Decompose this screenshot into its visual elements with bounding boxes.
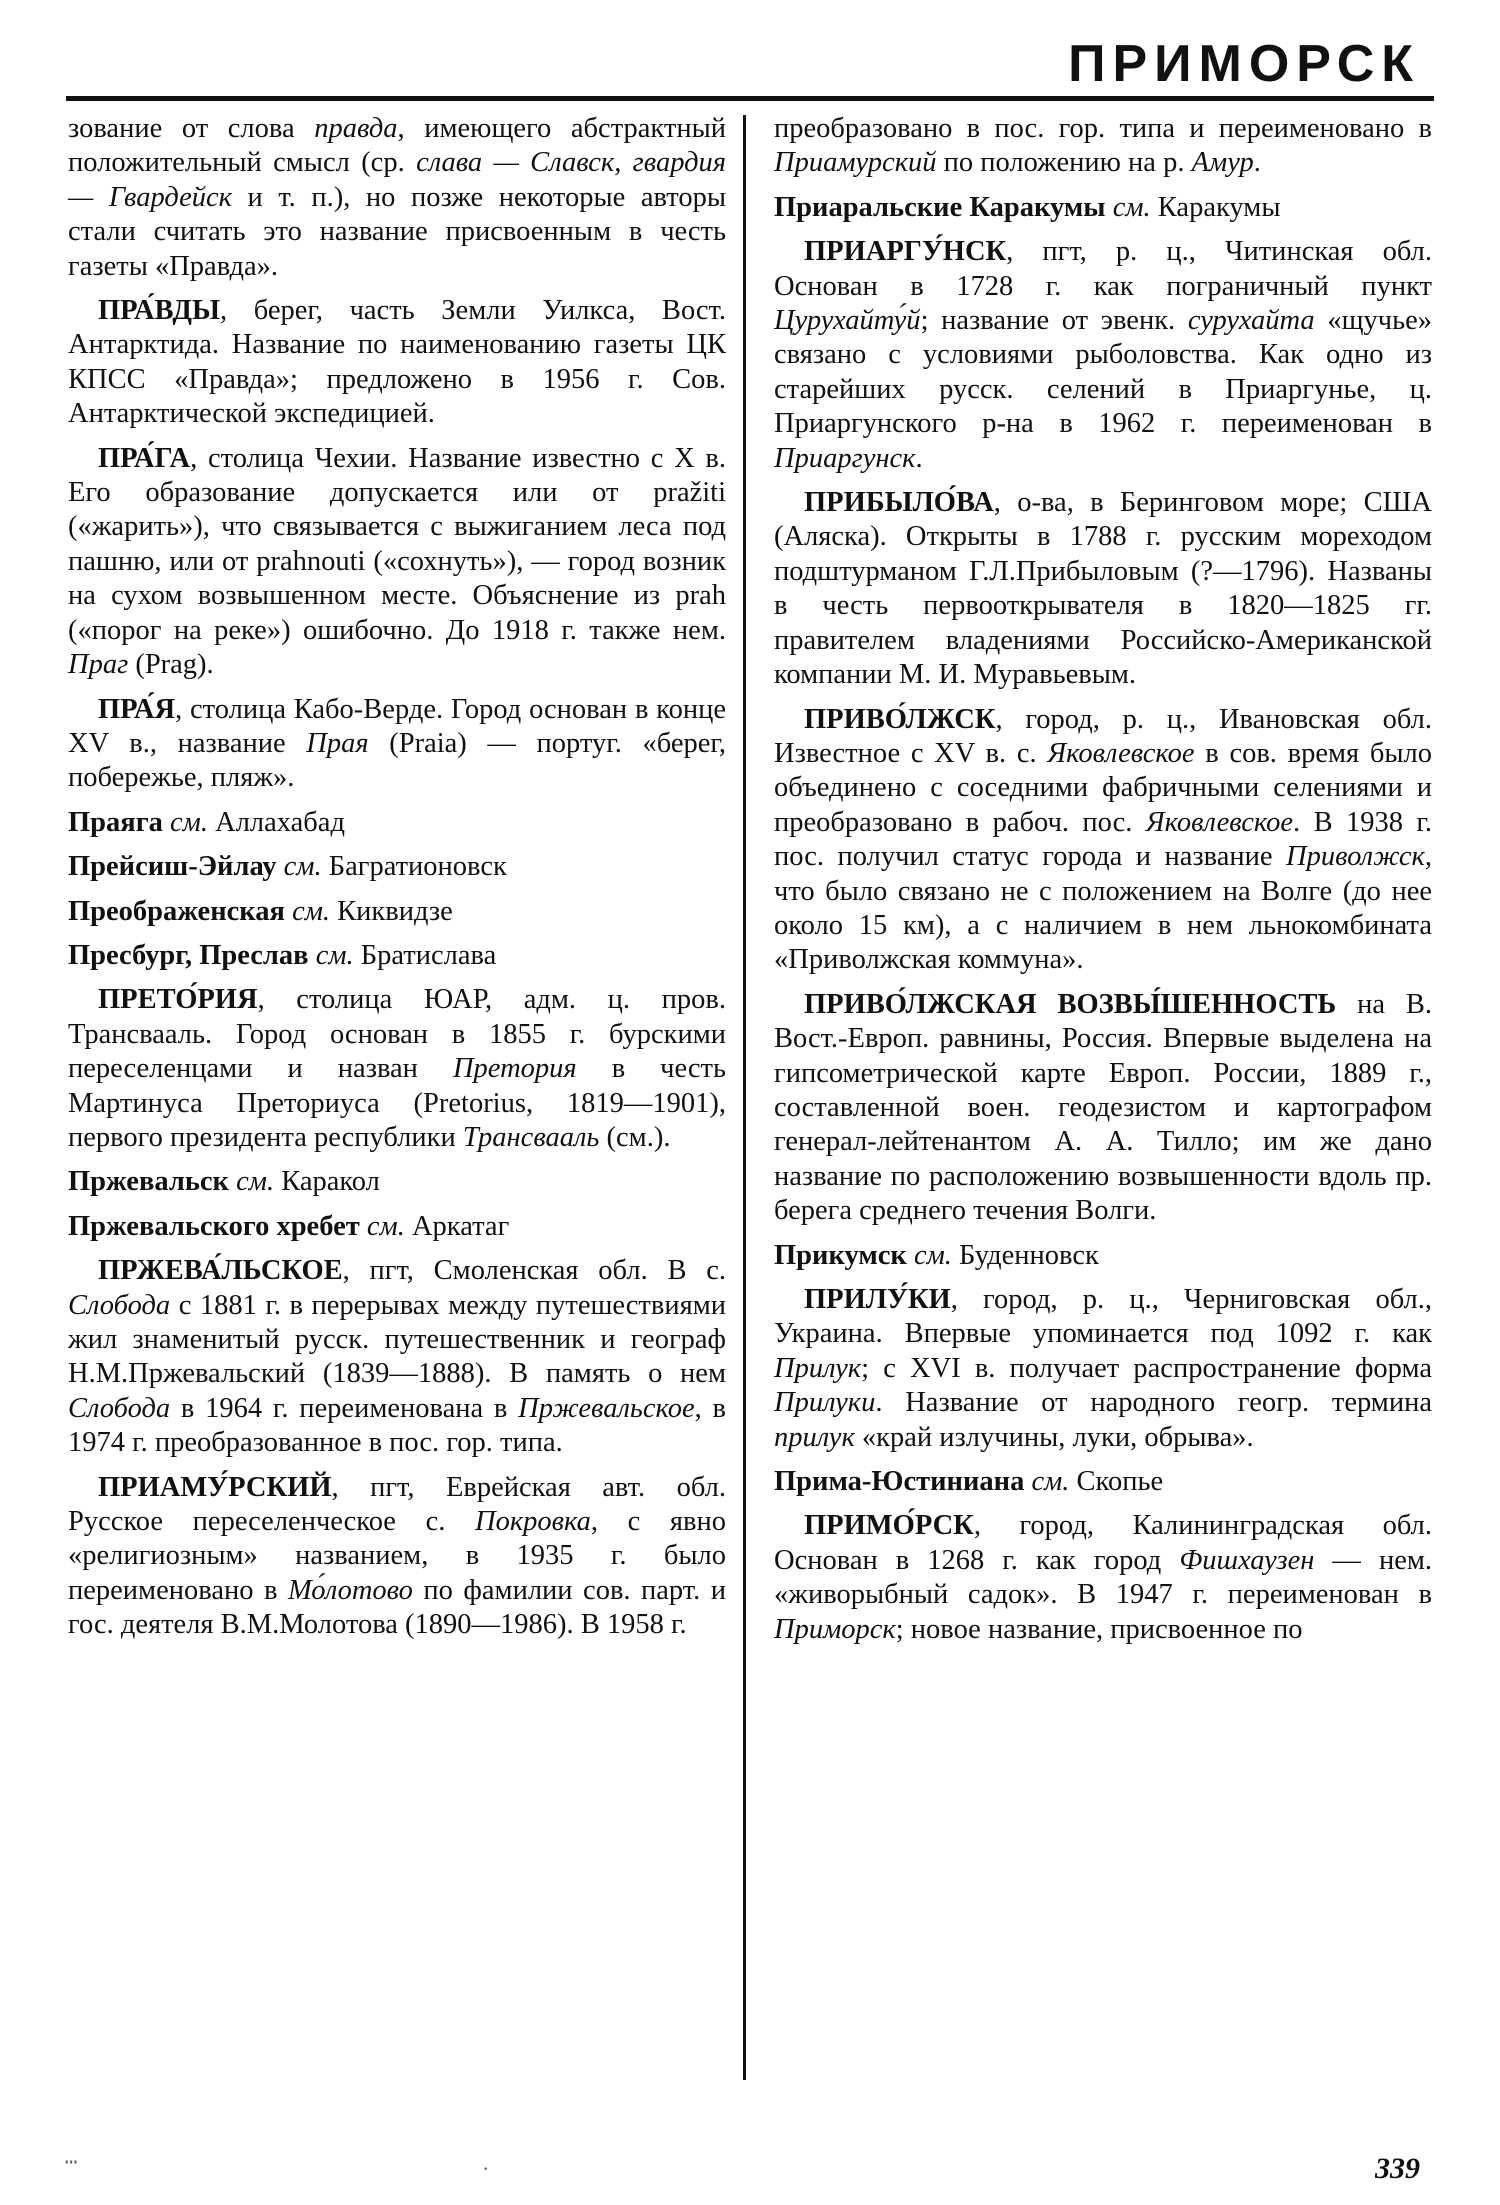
entry-text: (Praia) — португ. «берег, побережье, пляж». [68, 727, 726, 794]
crossref-see: см. [315, 939, 354, 971]
entry-italic: Приаргунск [774, 442, 916, 474]
right-column [774, 112, 1432, 1657]
entry-italic: Слобода [68, 1289, 171, 1321]
entry-text: в 1964 г. переименована в [170, 1392, 519, 1424]
entry-text: , город, р. ц., Черниговская обл., Украина. Впервые упоминается под 1092 г. как [774, 1284, 1432, 1350]
crossref-target: Киквидзе [337, 895, 453, 927]
entry-text: и т. п.), но позже некоторые авторы стали считать это название присвоенным в честь газеты «Правда». [68, 181, 726, 282]
entry-italic: Яковлевское [1047, 737, 1195, 769]
entry-italic: Приамурский [774, 147, 937, 179]
entry-italic: Прилуки [774, 1387, 876, 1419]
entry-pretoria [68, 983, 726, 1155]
page-header-title: ПРИМОРСК [1068, 35, 1420, 93]
crossref-term: Праяга [68, 806, 163, 838]
entry-italic: сурухайта [1187, 305, 1315, 337]
crossref-preobrazhenskaya [68, 895, 726, 929]
entry-text: по положению на р. [936, 147, 1192, 179]
entry-text: «щучье» связано с условиями рыболовства. Как одно из старейших русск. селений в Приаргунье, ц. Приаргунского р-на в 1962 г. переименован в [774, 305, 1432, 440]
entry-italic: Покровка [474, 1506, 591, 1538]
crossref-term: Прима-Юстиниана [774, 1466, 1025, 1498]
footer-left-mark: ⵈ [64, 2150, 79, 2175]
crossref-term: Преображенская [68, 895, 285, 927]
crossref-target: Багратионовск [328, 851, 507, 883]
entry-praya [68, 693, 726, 796]
entry-italic: правда [314, 113, 398, 144]
crossref-see: см. [170, 806, 208, 838]
crossref-see: см. [292, 895, 331, 927]
entry-primorsk [774, 1509, 1432, 1647]
entry-text: по фамилии сов. парт. и гос. деятеля В.М.Молотова (1890—1986). В 1958 г. [68, 1574, 726, 1641]
left-column [68, 112, 726, 1653]
crossref-see: см. [1112, 191, 1151, 223]
crossref-term: Пресбург, Преслав [68, 939, 309, 971]
crossref-term: Пржевальск [68, 1166, 229, 1198]
entry-italic: Праг [68, 649, 129, 681]
entry-italic: Цурухайту́й [774, 305, 921, 337]
entry-headword: ПРИЛУ́КИ [804, 1284, 951, 1315]
entry-headword: ПРИБЫЛО́ВА [804, 487, 994, 519]
entry-text: (Prag). [128, 649, 214, 681]
entry-text: ; новое название, присвоенное по [895, 1613, 1303, 1645]
entry-text: ; название от эвенк. [920, 305, 1188, 337]
crossref-przhevalsk [68, 1165, 726, 1199]
entry-text: , имеющего абстрактный положительный смысл (ср. [68, 113, 726, 179]
entry-text: с 1881 г. в перерывах между путешествиями жил знаменитый русск. путешественник и географ Н.М.Пржевальский (1839—1888). В память о нем [68, 1289, 726, 1390]
entry-text: зование от слова [68, 113, 315, 144]
column-divider [743, 115, 746, 2080]
entry-headword: ПРИАРГУ́НСК [804, 236, 1007, 268]
entry-headword: ПРИАМУ́РСКИЙ [98, 1471, 332, 1503]
crossref-term: Прикумск [774, 1239, 907, 1271]
entry-text: , в 1974 г. преобразованное в пос. гор. типа. [68, 1392, 726, 1459]
entry-headword: ПРА́Я [98, 693, 176, 725]
crossref-see: см. [913, 1239, 952, 1271]
crossref-target: Аллахабад [215, 806, 345, 838]
entry-text: , пгт, Еврейская авт. обл. Русское переселенческое с. [68, 1471, 726, 1538]
entry-italic: Трансвааль [462, 1121, 600, 1153]
crossref-prima-yustiniana [774, 1465, 1432, 1499]
entry-przhevalskoe [68, 1254, 726, 1460]
crossref-przhevalskogo-khrebet [68, 1210, 726, 1244]
entry-text: , город, Калининградская обл. Основан в 1268 г. как город [774, 1510, 1432, 1576]
entry-text: , что было связано не с положением на Волге (до нее около 15 км), а с наличием в нем льнокомбината «Приволжская коммуна». [774, 841, 1432, 976]
entry-continuation [774, 112, 1432, 181]
entry-italic: Претория [452, 1053, 577, 1085]
entry-continuation [68, 112, 726, 284]
crossref-target: Аркатаг [411, 1210, 510, 1242]
entry-italic: Мо́лотово [287, 1574, 413, 1606]
entry-headword: ПРЖЕВА́ЛЬСКОЕ [98, 1255, 343, 1287]
entry-text: . [915, 442, 923, 474]
entry-italic: Фишхаузен [1179, 1544, 1315, 1576]
entry-priamursky [68, 1471, 726, 1643]
entry-text: «край излучины, луки, обрыва». [854, 1421, 1254, 1453]
entry-pribylova [774, 486, 1432, 692]
crossref-term: Прейсиш-Эйлау [68, 851, 277, 883]
entry-text: в сов. время было объединено с соседними фабричными селениями и преобразовано в рабоч. пос. [774, 737, 1432, 838]
entry-text: , пгт, р. ц., Читинская обл. Основан в 1728 г. как пограничный пункт [774, 236, 1432, 302]
entry-italic: Пржевальское [518, 1392, 695, 1424]
entry-text: в честь Мартинуса Преториуса (Pretorius, 1819—1901), первого президента республики [68, 1053, 726, 1153]
entry-text: , с явно «религиозным» названием, в 1935 г. было переименовано в [68, 1506, 727, 1606]
entry-italic: Приволжск [1286, 841, 1425, 873]
entry-text: , город, р. ц., Ивановская обл. Известное с XV в. с. [774, 703, 1432, 769]
entry-praga [68, 442, 726, 683]
entry-privolzhskaya-vozvyshennost [774, 988, 1432, 1229]
entry-priargunsk [774, 235, 1432, 476]
entry-text: . [1253, 147, 1261, 179]
crossref-target: Каракол [281, 1166, 380, 1198]
crossref-target: Скопье [1076, 1466, 1164, 1498]
entry-headword: ПРА́ВДЫ [98, 295, 221, 327]
entry-headword: ПРА́ГА [98, 442, 191, 474]
crossref-see: см. [236, 1166, 275, 1198]
entry-text: . Название от народного геогр. термина [875, 1387, 1432, 1419]
entry-text: на В. Вост.-Европ. равнины, Россия. Впервые выделена на гипсометрической карте Европ. России, 1889 г., составленной воен. геодезистом и картографом генерал-лейтенантом А. А. Тилло; им же дано название по расположению возвышенности вдоль пр. берега среднего течения Волги. [774, 988, 1432, 1227]
crossref-target: Братислава [360, 939, 497, 971]
crossref-see: см. [283, 851, 322, 883]
entry-text: , о-ва, в Беринговом море; США (Аляска). Открыты в 1788 г. русским мореходом подштурманом Г.Л.Прибыловым (?—1796). Названы в честь первооткрывателя в 1820—1825 гг. правителем владениями Российско-Американской компании М. И. Муравьевым. [774, 487, 1432, 691]
entry-italic: Прилук [774, 1352, 862, 1384]
crossref-prayaga [68, 806, 726, 840]
entry-italic: Прая [306, 727, 369, 759]
crossref-see: см. [1031, 1466, 1070, 1498]
crossref-target: Каракумы [1157, 191, 1281, 223]
crossref-term: Приаральские Каракумы [774, 191, 1106, 223]
entry-headword: ПРИМО́РСК [804, 1510, 974, 1542]
footer-center-mark: · [482, 2156, 490, 2181]
entry-text: , столица Чехии. Название известно с X в. Его образование допускается или от pražiti («жарить»), что связывается с выжиганием леса под пашню, или от prahnouti («сохнуть»), — город возник на сухом возвышенном месте. Объяснение из prah («порог на реке») ошибочно. До 1918 г. также нем. [68, 442, 726, 646]
entry-text: , столица ЮАР, адм. ц. пров. Трансвааль. Город основан в 1855 г. бурскими переселенцами и назван [68, 984, 726, 1085]
entry-headword: ПРИВО́ЛЖСК [804, 703, 996, 735]
crossref-see: см. [366, 1210, 405, 1242]
entry-italic: слава — Славск, гвардия — Гвардейск [68, 147, 726, 213]
entry-text: преобразовано в пос. гор. типа и переименовано в [774, 113, 1432, 144]
crossref-presburg [68, 939, 726, 973]
entry-pravdy [68, 294, 726, 432]
entry-headword: ПРЕТО́РИЯ [98, 984, 258, 1016]
entry-text: , столица Кабо-Верде. Город основан в конце XV в., название [68, 693, 726, 759]
entry-text: , берег, часть Земли Уилкса, Вост. Антарктида. Название по наименованию газеты ЦК КПСС «Правда»; предложено в 1956 г. Сов. Антарктической экспедицией. [68, 295, 726, 430]
entry-italic: Яковлевское [1145, 806, 1294, 838]
crossref-prikumsk [774, 1239, 1432, 1273]
entry-text: , пгт, Смоленская обл. В с. [342, 1255, 726, 1287]
entry-italic: прилук [774, 1421, 855, 1453]
entry-text: . В 1938 г. пос. получил статус города и название [774, 806, 1432, 873]
page-number: 339 [1375, 2152, 1420, 2185]
header-rule [66, 96, 1434, 101]
entry-text: (см.). [599, 1121, 671, 1153]
entry-privolzhsk [774, 703, 1432, 978]
crossref-term: Пржевальского хребет [68, 1210, 360, 1242]
entry-italic: Приморск [774, 1613, 896, 1645]
entry-priluki [774, 1283, 1432, 1455]
entry-text: — нем. «живорыбный садок». В 1947 г. переименован в [774, 1544, 1433, 1611]
crossref-target: Буденновск [959, 1239, 1099, 1271]
entry-italic: Амур [1191, 147, 1254, 179]
entry-headword: ПРИВО́ЛЖСКАЯ ВОЗВЫ́ШЕННОСТЬ [804, 988, 1337, 1020]
crossref-preisish-eilau [68, 850, 726, 884]
entry-text: ; с XVI в. получает распространение форма [861, 1352, 1432, 1384]
entry-italic: Слобода [68, 1392, 171, 1424]
crossref-priaralskie-karakumy [774, 191, 1432, 225]
